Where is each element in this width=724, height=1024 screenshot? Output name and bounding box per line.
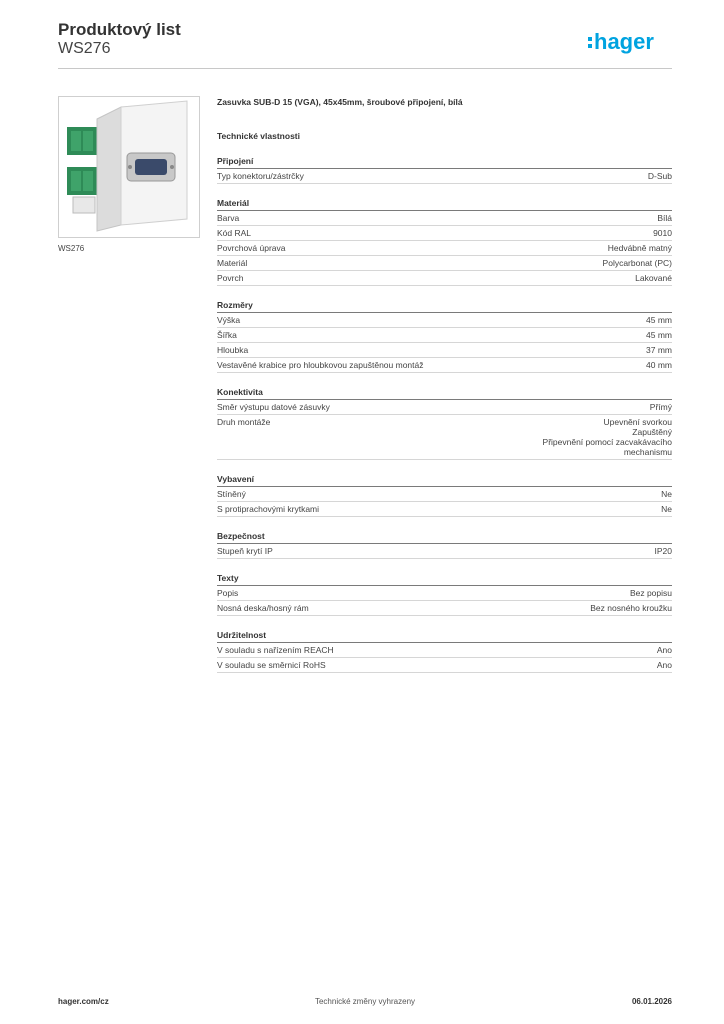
logo-wordmark: hager (594, 29, 654, 54)
property-row (217, 241, 672, 256)
property-value-line: 37 mm (646, 345, 672, 355)
property-label: Směr výstupu datové zásuvky (217, 402, 330, 412)
section-title: Texty (217, 573, 672, 586)
product-details (217, 96, 672, 673)
property-value (590, 603, 672, 613)
product-image (58, 96, 200, 238)
property-row (217, 502, 672, 517)
section-title: Materiál (217, 198, 672, 211)
property-label: Kód RAL (217, 228, 252, 238)
property-value-line: Ano (656, 645, 672, 655)
property-value-line: D-Sub (647, 171, 672, 181)
property-row (217, 415, 672, 460)
property-label: Materiál (217, 258, 248, 268)
property-label: Výška (217, 315, 241, 325)
property-value-line: Přímý (649, 402, 672, 412)
property-value-line: Připevnění pomocí zacvakávacího (542, 437, 672, 447)
header-divider (58, 68, 672, 69)
property-label: Povrch (217, 273, 244, 283)
property-row (217, 313, 672, 328)
footer-notice: Technické změny vyhrazeny (314, 997, 416, 1006)
property-label: Vestavěné krabice pro hloubkovou zapuštěnou montáž (217, 360, 424, 370)
document-subtitle: WS276 (58, 40, 111, 57)
property-value (603, 258, 672, 268)
property-value-line: Upevnění svorkou (603, 417, 672, 427)
property-row (217, 586, 672, 601)
property-value (661, 489, 672, 499)
footer-website: hager.com/cz (58, 997, 109, 1006)
property-label: Hloubka (217, 345, 249, 355)
section (217, 300, 672, 373)
property-value-line: 9010 (653, 228, 672, 238)
property-value-line: Lakované (635, 273, 672, 283)
section-title: Bezpečnost (217, 531, 672, 544)
product-image-caption: WS276 (58, 244, 85, 253)
property-value-line: Bez nosného kroužku (590, 603, 672, 613)
property-value (646, 345, 672, 355)
section (217, 156, 672, 184)
property-value-line: Zapuštěný (632, 427, 672, 437)
property-value (657, 213, 672, 223)
technical-properties-heading: Technické vlastnosti (217, 131, 300, 141)
property-label: Barva (217, 213, 240, 223)
property-row (217, 643, 672, 658)
property-row (217, 271, 672, 286)
property-row (217, 256, 672, 271)
property-label: Povrchová úprava (217, 243, 286, 253)
section (217, 198, 672, 286)
property-value-line: Ne (661, 489, 672, 499)
section-title: Konektivita (217, 387, 672, 400)
section (217, 573, 672, 616)
property-value (646, 315, 672, 325)
property-label: Popis (217, 588, 239, 598)
property-value (630, 588, 672, 598)
property-value-line: Hedvábně matný (607, 243, 672, 253)
page-header (58, 20, 672, 70)
section (217, 474, 672, 517)
property-label: Stíněný (217, 489, 246, 499)
technical-sections (217, 156, 672, 673)
property-row (217, 343, 672, 358)
property-row (217, 601, 672, 616)
property-value (650, 402, 672, 412)
property-label: Nosná deska/hosný rám (217, 603, 309, 613)
section-title: Vybavení (217, 474, 672, 487)
property-value-line: 40 mm (646, 360, 672, 370)
property-value-line: mechanismu (623, 447, 672, 457)
property-row (217, 358, 672, 373)
property-value (646, 330, 672, 340)
property-row (217, 400, 672, 415)
section (217, 387, 672, 460)
property-label: V souladu se směrnicí RoHS (217, 660, 326, 670)
property-row (217, 658, 672, 673)
property-row (217, 226, 672, 241)
property-row (217, 211, 672, 226)
section (217, 630, 672, 673)
section-title: Připojení (217, 156, 672, 169)
property-value (646, 360, 672, 370)
property-label: S protiprachovými krytkami (217, 504, 320, 514)
hager-logo (588, 28, 672, 56)
product-description: Zasuvka SUB-D 15 (VGA), 45x45mm, šroubové připojení, bílá (217, 97, 463, 107)
property-value-line: 45 mm (646, 330, 672, 340)
property-value (543, 417, 672, 457)
property-value-line: Polycarbonat (PC) (602, 258, 672, 268)
section (217, 531, 672, 559)
property-value (661, 504, 672, 514)
property-value-line: Ano (656, 660, 672, 670)
property-value (635, 273, 672, 283)
property-label: Druh montáže (217, 417, 271, 427)
footer-date: 06.01.2026 (631, 997, 672, 1006)
property-value (657, 645, 672, 655)
property-label: Šířka (217, 330, 237, 340)
property-label: Stupeň krytí IP (217, 546, 273, 556)
property-value-line: Ne (661, 504, 672, 514)
document-title: Produktový list (58, 20, 181, 39)
section-title: Rozměry (217, 300, 672, 313)
property-row (217, 169, 672, 184)
property-row (217, 544, 672, 559)
property-label: Typ konektoru/zástrčky (217, 171, 304, 181)
property-value-line: 45 mm (646, 315, 672, 325)
property-value (657, 660, 672, 670)
property-value-line: IP20 (654, 546, 672, 556)
property-row (217, 487, 672, 502)
property-value-line: Bílá (657, 213, 672, 223)
property-value (653, 228, 672, 238)
property-value (655, 546, 673, 556)
property-value-line: Bez popisu (629, 588, 672, 598)
property-label: V souladu s nařízením REACH (217, 645, 334, 655)
property-value (608, 243, 672, 253)
property-value (648, 171, 672, 181)
section-title: Udržitelnost (217, 630, 672, 643)
property-row (217, 328, 672, 343)
